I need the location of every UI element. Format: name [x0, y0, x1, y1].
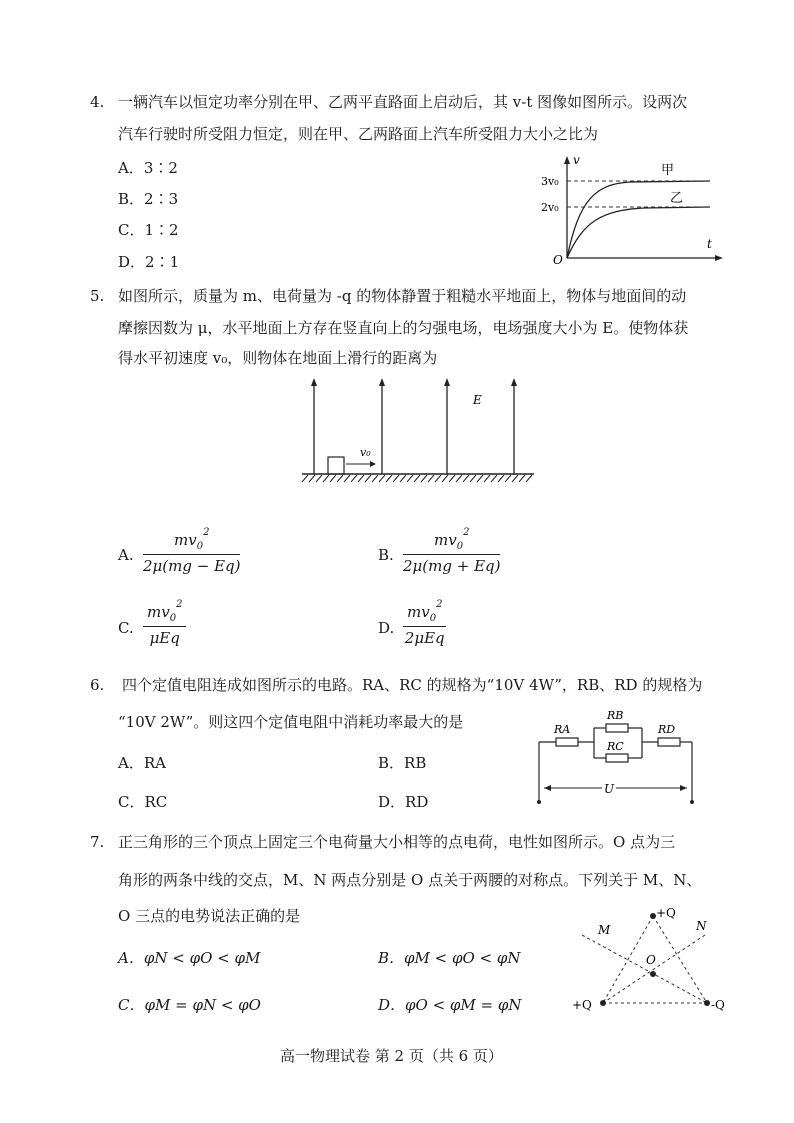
q4-number: 4.: [90, 93, 105, 111]
label-jia: 甲: [661, 163, 675, 178]
q5-number: 5.: [90, 287, 105, 305]
q7-option-c[interactable]: C．φM = φN < φO: [118, 996, 261, 1014]
q6-stem-line1: 四个定值电阻连成如图所示的电路。RA、RC 的规格为“10V 4W”，RB、RD 的规格为: [122, 676, 703, 694]
q5-option-b-label[interactable]: B.: [378, 546, 394, 564]
q7-triangle-figure: [570, 902, 730, 1014]
block: [328, 457, 344, 474]
q5-option-d-denominator: 2μEq: [404, 629, 445, 647]
resistor-ra: [556, 738, 578, 746]
label-m: M: [598, 923, 611, 937]
label-ra: RA: [554, 723, 571, 736]
q7-option-d[interactable]: D．φO < φM = φN: [378, 996, 522, 1014]
q5-option-d-fraction: $mv_0^2$ 2μEq: [404, 599, 445, 647]
q7-stem-line2: 角形的两条中线的交点，M、N 两点分别是 O 点关于两腰的对称点。下列关于 M、N、: [118, 871, 702, 889]
q5-option-a-denominator: 2μ(mg − Eq): [143, 557, 241, 575]
q6-number: 6.: [90, 676, 105, 694]
q5-option-a-label[interactable]: A.: [118, 546, 134, 564]
axis-t-label: t: [707, 237, 712, 251]
q4-option-b[interactable]: B．2∶3: [118, 190, 179, 208]
axis-v-label: v: [573, 153, 580, 167]
ground-hatching: [302, 475, 532, 482]
point-o: [650, 971, 656, 977]
q4-option-d[interactable]: D．2∶1: [118, 253, 180, 271]
label-n: N: [696, 919, 707, 933]
q6-stem-line2: “10V 2W”。则这四个定值电阻中消耗功率最大的是: [118, 713, 464, 731]
q7-stem-line1: 正三角形的三个顶点上固定三个电荷量大小相等的点电荷，电性如图所示。O 点为三: [118, 833, 676, 851]
q5-option-d-label[interactable]: D.: [378, 619, 395, 637]
velocity-label: v₀: [360, 446, 371, 459]
label-yi: 乙: [670, 191, 684, 206]
q6-circuit: [534, 708, 704, 810]
label-top-charge: +Q: [656, 906, 676, 920]
q5-option-b-denominator: 2μ(mg + Eq): [403, 557, 501, 575]
q7-stem-line3: O 三点的电势说法正确的是: [118, 907, 301, 925]
resistor-rc: [606, 754, 628, 762]
q6-option-b[interactable]: B．RB: [378, 754, 427, 772]
label-o: O: [646, 953, 656, 967]
curve-yi: [567, 207, 710, 258]
q5-field-figure: [298, 378, 548, 488]
q5-option-c-denominator: μEq: [149, 629, 180, 647]
q6-option-c[interactable]: C．RC: [118, 793, 168, 811]
q7-option-a[interactable]: A．φN < φO < φM: [118, 949, 261, 967]
level-2v0: 2v₀: [541, 201, 559, 214]
page-footer: 高一物理试卷 第 2 页（共 6 页）: [280, 1047, 503, 1065]
q5-option-a-fraction: $\frac{mv_0^2}{2\mu(mg - Eq)}$: [143, 527, 241, 575]
q5-option-c-fraction: $mv_0^2$ μEq: [143, 603, 186, 647]
origin-label: O: [553, 253, 563, 267]
label-rd: RD: [658, 723, 676, 736]
q6-option-a[interactable]: A．RA: [118, 754, 166, 772]
q5-option-c-label[interactable]: C.: [118, 619, 134, 637]
q5-stem-line1: 如图所示，质量为 m、电荷量为 -q 的物体静置于粗糙水平地面上，物体与地面间的动: [118, 287, 687, 305]
charge-right: [704, 1000, 710, 1006]
voltage-label: U: [604, 782, 615, 796]
q5-stem-line3: 得水平初速度 v₀，则物体在地面上滑行的距离为: [118, 349, 438, 367]
curve-jia: [567, 181, 710, 258]
field-label: E: [473, 393, 482, 407]
q4-vt-graph: [535, 150, 735, 268]
charge-left: [600, 1000, 606, 1006]
q5-stem-line2: 摩擦因数为 μ，水平地面上方存在竖直向上的匀强电场，电场强度大小为 E。使物体获: [118, 319, 689, 337]
label-rc: RC: [607, 740, 624, 753]
q4-stem-line1: 一辆汽车以恒定功率分别在甲、乙两平直路面上启动后，其 v-t 图像如图所示。设两次: [118, 93, 688, 111]
q4-option-c[interactable]: C．1∶2: [118, 221, 179, 239]
q4-stem-line2: 汽车行驶时所受阻力恒定，则在甲、乙两路面上汽车所受阻力大小之比为: [118, 125, 599, 143]
level-3v0: 3v₀: [541, 175, 559, 188]
label-left-charge: +Q: [572, 998, 592, 1012]
q7-number: 7.: [90, 833, 105, 851]
label-rb: RB: [607, 709, 624, 722]
resistor-rb: [606, 724, 628, 732]
label-right-charge: -Q: [711, 998, 725, 1012]
q6-option-d[interactable]: D．RD: [378, 793, 429, 811]
q7-option-b[interactable]: B．φM < φO < φN: [378, 949, 521, 967]
q5-option-b-fraction: $\frac{mv_0^2}{2\mu(mg + Eq)}$: [403, 527, 501, 575]
resistor-rd: [658, 738, 680, 746]
q4-option-a[interactable]: A．3∶2: [118, 159, 178, 177]
